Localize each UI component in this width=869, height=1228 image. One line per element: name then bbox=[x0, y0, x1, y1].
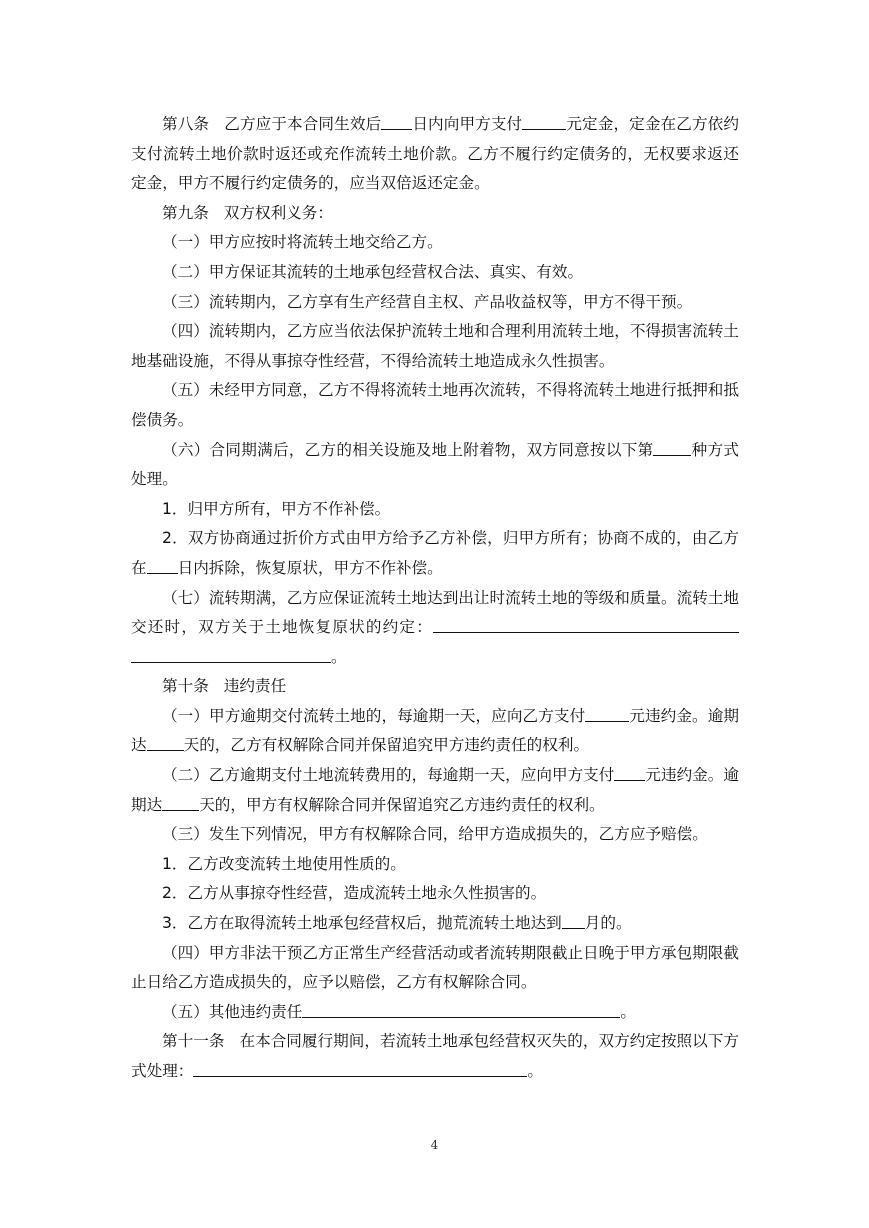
article-8-heading: 第八条 bbox=[162, 115, 210, 133]
penalty-amount-blank-2[interactable] bbox=[614, 763, 645, 781]
condition-1: 1．乙方改变流转土地使用性质的。 bbox=[162, 854, 406, 873]
page-number: 4 bbox=[430, 1138, 439, 1152]
contract-body bbox=[131, 110, 739, 1087]
removal-days-blank[interactable] bbox=[147, 556, 178, 574]
article-9-item-7: （七）流转期满，乙方应保证流转土地达到出让时流转土地的等级和质量。流转土地交还时，双方关于土地恢复原状的约定：。 bbox=[131, 588, 739, 666]
overdue-days-blank-2[interactable] bbox=[162, 793, 199, 811]
restoration-agreement-blank-continued[interactable] bbox=[131, 645, 331, 663]
option-1: 1．归甲方所有，甲方不作补偿。 bbox=[162, 499, 391, 518]
article-9-item-2: （二）甲方保证其流转的土地承包经营权合法、真实、有效。 bbox=[162, 262, 584, 281]
deposit-amount-blank[interactable] bbox=[522, 112, 566, 130]
article-10-item-3: （三）发生下列情况，甲方有权解除合同，给甲方造成损失的，乙方应予赔偿。 bbox=[162, 825, 708, 844]
condition-3: 3．乙方在取得流转土地承包经营权后，抛荒流转土地达到 月的。 bbox=[131, 909, 739, 939]
article-9-item-4: （四）流转期内，乙方应当依法保护流转土地和合理利用流转土地，不得损害流转土地基础设施，不得从事掠夺性经营，不得给流转土地造成永久性损害。 bbox=[131, 322, 739, 370]
article-11: 第十一条 在本合同履行期间，若流转土地承包经营权灭失的，双方约定按照以下方式处理： 。 bbox=[131, 1032, 739, 1080]
loss-handling-blank[interactable] bbox=[193, 1059, 527, 1077]
article-10-item-4: （四）甲方非法干预乙方正常生产经营活动或者流转期限截止日晚于甲方承包期限截止日给乙方造成损失的，应予以赔偿，乙方有权解除合同。 bbox=[131, 943, 739, 992]
article-9-item-5: （五）未经甲方同意，乙方不得将流转土地再次流转，不得将流转土地进行抵押和抵偿债务。 bbox=[131, 381, 739, 429]
article-10-heading: 第十条 违约责任 bbox=[162, 677, 287, 696]
other-liability-blank[interactable] bbox=[302, 1000, 620, 1018]
article-8: 第八条 乙方应于本合同生效后 日内向甲方支付 元定金，定金在乙方依约支付流转土地价款时返还或充作流转土地价款。乙方不履行约定债务的，无权要求返还定金，甲方不履行约定债务的，应当双倍返还定金。 bbox=[131, 110, 739, 199]
article-10-item-2: （二）乙方逾期支付土地流转费用的，每逾期一天，应向甲方支付 元违约金。逾期达 天的，甲方有权解除合同并保留追究乙方违约责任的权利。 bbox=[131, 761, 739, 820]
article-9-item-3: （三）流转期内，乙方享有生产经营自主权、产品收益权等，甲方不得干预。 bbox=[162, 292, 693, 311]
overdue-days-blank[interactable] bbox=[147, 733, 184, 751]
article-10-item-5: （五）其他违约责任 。 bbox=[131, 998, 739, 1028]
article-9-heading: 第九条 双方权利义务： bbox=[162, 203, 333, 222]
condition-2: 2．乙方从事掠夺性经营，造成流转土地永久性损害的。 bbox=[162, 884, 547, 903]
days-blank[interactable] bbox=[381, 112, 412, 130]
article-9-item-6: （六）合同期满后，乙方的相关设施及地上附着物，双方同意按以下第 种方式处理。 bbox=[131, 436, 739, 495]
article-10-item-1: （一）甲方逾期交付流转土地的，每逾期一天，应向乙方支付 元违约金。逾期达 天的，乙方有权解除合同并保留追究甲方违约责任的权利。 bbox=[131, 702, 739, 761]
abandonment-months-blank[interactable] bbox=[562, 911, 585, 929]
penalty-amount-blank[interactable] bbox=[585, 704, 629, 722]
restoration-agreement-blank[interactable] bbox=[433, 615, 739, 633]
article-9-item-1: （一）甲方应按时将流转土地交给乙方。 bbox=[162, 233, 443, 252]
option-number-blank[interactable] bbox=[653, 438, 691, 456]
option-2: 2．双方协商通过折价方式由甲方给予乙方补偿，归甲方所有；协商不成的，由乙方在 日内拆除，恢复原状，甲方不作补偿。 bbox=[131, 529, 739, 577]
